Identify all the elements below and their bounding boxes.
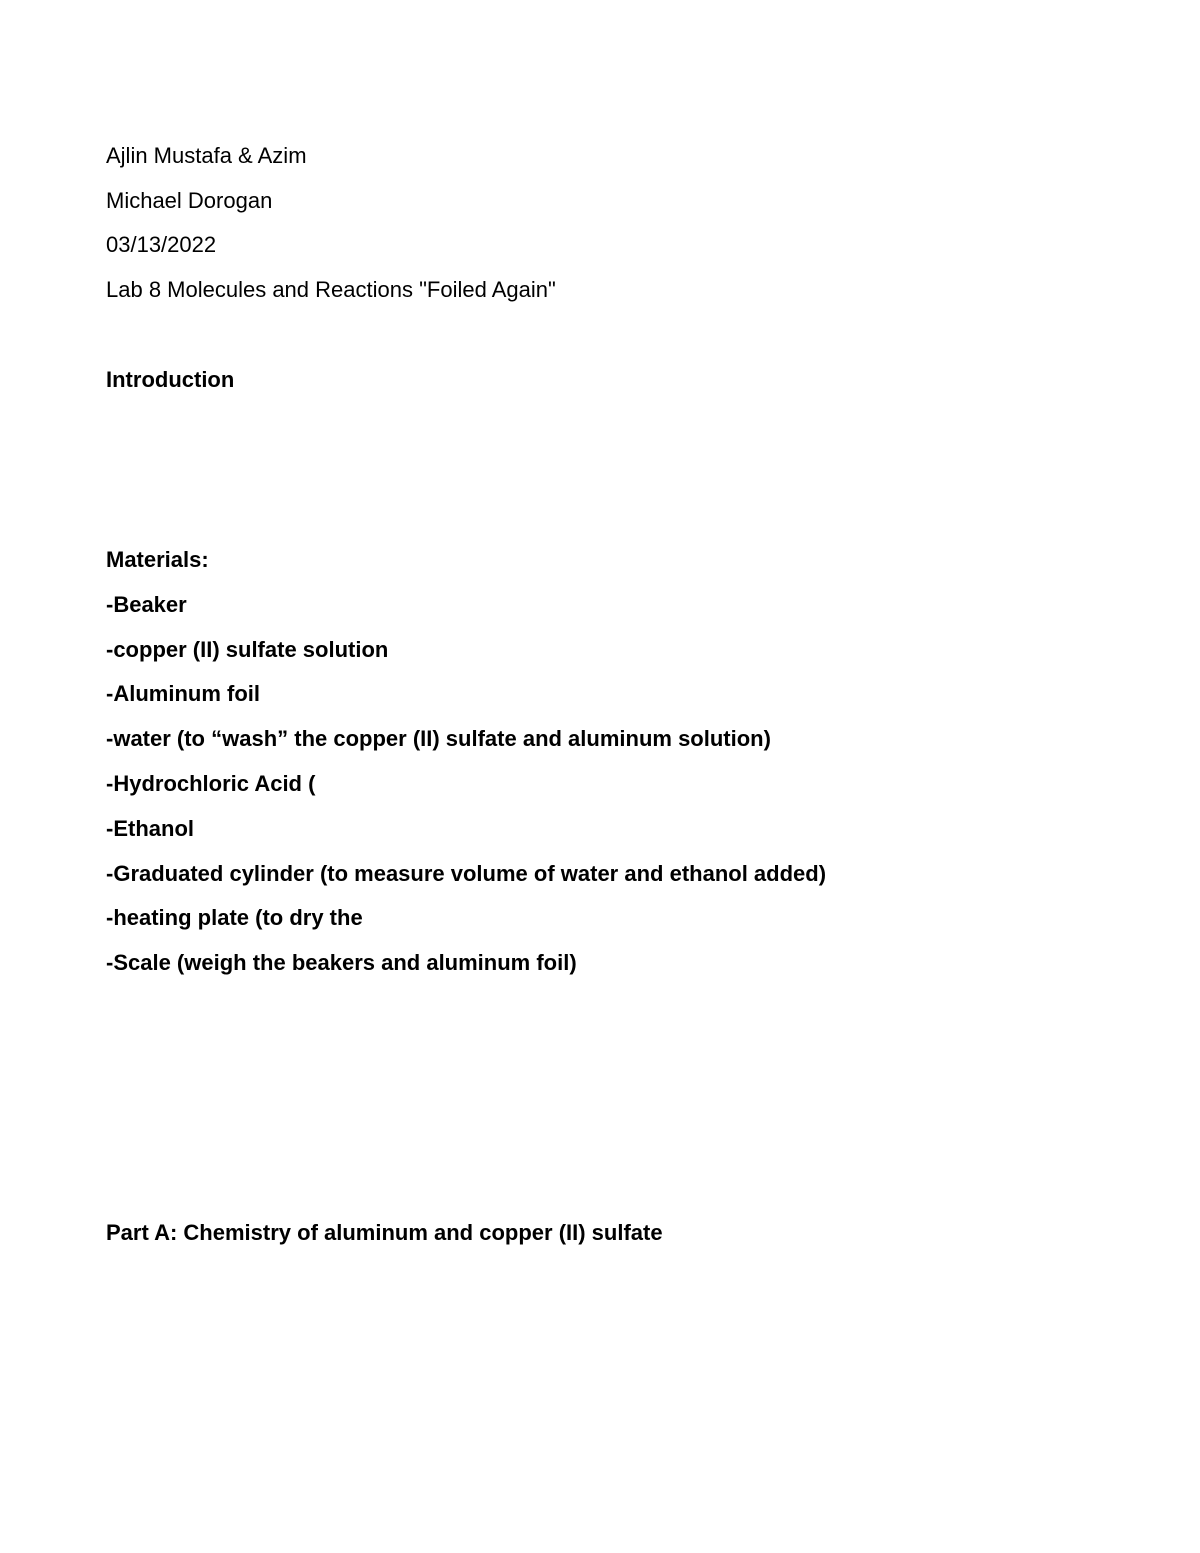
introduction-heading: Introduction <box>106 367 235 392</box>
header-instructor: Michael Dorogan <box>106 188 273 213</box>
materials-item: -Graduated cylinder (to measure volume of water and ethanol added) <box>106 861 827 886</box>
header-authors: Ajlin Mustafa & Azim <box>106 143 307 168</box>
materials-item: -heating plate (to dry the <box>106 905 363 930</box>
materials-item: -Beaker <box>106 592 187 617</box>
header-title: Lab 8 Molecules and Reactions "Foiled Again" <box>106 277 556 302</box>
materials-item: -Hydrochloric Acid ( <box>106 771 316 796</box>
materials-item: -Scale (weigh the beakers and aluminum foil) <box>106 950 577 975</box>
header-date: 03/13/2022 <box>106 232 217 257</box>
part-a-heading: Part A: Chemistry of aluminum and copper (II) sulfate <box>106 1220 663 1245</box>
materials-item: -water (to “wash” the copper (II) sulfate and aluminum solution) <box>106 726 771 751</box>
materials-heading: Materials: <box>106 547 209 572</box>
materials-item: -copper (II) sulfate solution <box>106 637 389 662</box>
materials-item: -Ethanol <box>106 816 194 841</box>
materials-item: -Aluminum foil <box>106 681 260 706</box>
